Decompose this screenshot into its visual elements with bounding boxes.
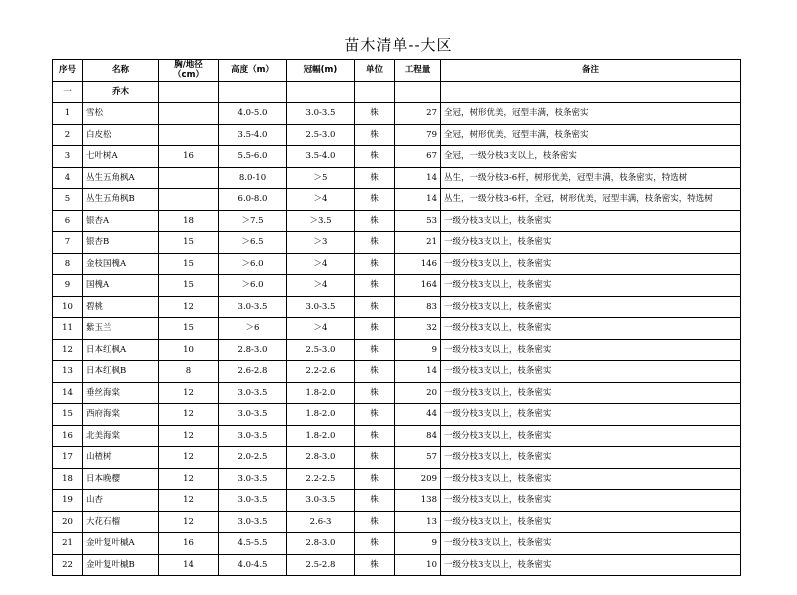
cell-unit: 株: [355, 511, 395, 533]
cell-qty: 209: [395, 468, 441, 490]
cell-no: 5: [53, 189, 83, 211]
cell-height: 3.0-3.5: [219, 296, 287, 318]
cell-dbh: 12: [159, 490, 219, 512]
cell-name: 银杏A: [83, 210, 159, 232]
header-dbh: 胸/地径（cm）: [159, 60, 219, 82]
cell-qty: 53: [395, 210, 441, 232]
cell-no: 10: [53, 296, 83, 318]
cell-dbh: 18: [159, 210, 219, 232]
cell-height: 3.0-3.5: [219, 425, 287, 447]
cell-qty: 9: [395, 533, 441, 555]
cell-note: 一级分枝3支以上，枝条密实: [441, 382, 741, 404]
cell-note: 丛生，一级分枝3-6杆，全冠，树形优美，冠型丰满，枝条密实，特选树: [441, 189, 741, 211]
cell-unit: 株: [355, 554, 395, 576]
cell-unit: 株: [355, 404, 395, 426]
table-row: [53, 361, 741, 383]
cell-dbh: [159, 103, 219, 125]
cell-height: ＞6.5: [219, 232, 287, 254]
cell-no: 8: [53, 253, 83, 275]
table-row: [53, 339, 741, 361]
cell-dbh: 10: [159, 339, 219, 361]
cell-qty: 21: [395, 232, 441, 254]
cell-dbh: 12: [159, 425, 219, 447]
cell-no: 18: [53, 468, 83, 490]
cell-note: 一级分枝3支以上，枝条密实: [441, 318, 741, 340]
cell-dbh: 16: [159, 533, 219, 555]
cell-dbh: [159, 124, 219, 146]
cell-note: 一级分枝3支以上，枝条密实: [441, 361, 741, 383]
cell-no: 15: [53, 404, 83, 426]
cell-name: 垂丝海棠: [83, 382, 159, 404]
cell-unit: 株: [355, 296, 395, 318]
cell-unit: 株: [355, 167, 395, 189]
cell-no: 4: [53, 167, 83, 189]
cell-note: 一级分枝3支以上，枝条密实: [441, 296, 741, 318]
cell-crown: 2.5-2.8: [287, 554, 355, 576]
cell-dbh: [159, 167, 219, 189]
cell-name: 日本红枫B: [83, 361, 159, 383]
table-row: [53, 554, 741, 576]
cell-name: 山楂树: [83, 447, 159, 469]
cell-dbh: 16: [159, 146, 219, 168]
cell-note: 一级分枝3支以上，枝条密实: [441, 404, 741, 426]
cell-dbh: 15: [159, 232, 219, 254]
cell-no: 1: [53, 103, 83, 125]
cell-height: 4.0-5.0: [219, 103, 287, 125]
cell-height: 8.0-10: [219, 167, 287, 189]
cell-qty: 67: [395, 146, 441, 168]
cell-unit: 株: [355, 318, 395, 340]
cell-crown: 2.5-3.0: [287, 339, 355, 361]
cell-name: 七叶树A: [83, 146, 159, 168]
cell-unit: 株: [355, 210, 395, 232]
cell-height: 6.0-8.0: [219, 189, 287, 211]
cell-name: 金叶复叶槭A: [83, 533, 159, 555]
cell-unit: 株: [355, 361, 395, 383]
cell-height: 4.5-5.5: [219, 533, 287, 555]
cell-qty: 14: [395, 167, 441, 189]
header-crown: 冠幅(m): [287, 60, 355, 82]
cell-no: 20: [53, 511, 83, 533]
cell-crown: ＞4: [287, 275, 355, 297]
cell-height: 3.0-3.5: [219, 404, 287, 426]
cell-qty: 13: [395, 511, 441, 533]
cell-no: 7: [53, 232, 83, 254]
cell-qty: 138: [395, 490, 441, 512]
category-row: [53, 81, 741, 103]
cell-crown: 1.8-2.0: [287, 382, 355, 404]
cell-name: 银杏B: [83, 232, 159, 254]
table-row: [53, 318, 741, 340]
cell-no: 19: [53, 490, 83, 512]
cell-name: 国槐A: [83, 275, 159, 297]
table-row: [53, 425, 741, 447]
cell-crown: 2.8-3.0: [287, 447, 355, 469]
cell-crown: ＞3.5: [287, 210, 355, 232]
cell-note: 一级分枝3支以上，枝条密实: [441, 425, 741, 447]
empty-cell: [355, 81, 395, 103]
cell-qty: 9: [395, 339, 441, 361]
cell-note: 一级分枝3支以上，枝条密实: [441, 210, 741, 232]
cell-unit: 株: [355, 533, 395, 555]
page-title: 苗木清单--大区: [344, 36, 453, 54]
cell-no: 13: [53, 361, 83, 383]
table-row: [53, 210, 741, 232]
table-row: [53, 275, 741, 297]
header-unit: 单位: [355, 60, 395, 82]
cell-qty: 57: [395, 447, 441, 469]
cell-height: 2.6-2.8: [219, 361, 287, 383]
table-row: [53, 404, 741, 426]
cell-no: 2: [53, 124, 83, 146]
cell-name: 白皮松: [83, 124, 159, 146]
cell-note: 一级分枝3支以上，枝条密实: [441, 511, 741, 533]
cell-crown: ＞4: [287, 189, 355, 211]
cell-height: 5.5-6.0: [219, 146, 287, 168]
cell-note: 一级分枝3支以上，枝条密实: [441, 339, 741, 361]
cell-no: 22: [53, 554, 83, 576]
cell-note: 一级分枝3支以上，枝条密实: [441, 468, 741, 490]
table-row: [53, 511, 741, 533]
cell-crown: ＞3: [287, 232, 355, 254]
cell-qty: 14: [395, 361, 441, 383]
cell-no: 11: [53, 318, 83, 340]
cell-no: 6: [53, 210, 83, 232]
cell-unit: 株: [355, 124, 395, 146]
cell-qty: 20: [395, 382, 441, 404]
cell-height: 2.0-2.5: [219, 447, 287, 469]
cell-crown: 2.2-2.6: [287, 361, 355, 383]
cell-no: 3: [53, 146, 83, 168]
empty-cell: [395, 81, 441, 103]
cell-height: ＞6.0: [219, 275, 287, 297]
cell-name: 金枝国槐A: [83, 253, 159, 275]
cell-height: ＞6: [219, 318, 287, 340]
cell-unit: 株: [355, 146, 395, 168]
cell-qty: 79: [395, 124, 441, 146]
cell-height: 2.8-3.0: [219, 339, 287, 361]
cell-crown: ＞4: [287, 253, 355, 275]
cell-unit: 株: [355, 189, 395, 211]
cell-unit: 株: [355, 103, 395, 125]
cell-crown: 2.8-3.0: [287, 533, 355, 555]
cell-crown: 2.5-3.0: [287, 124, 355, 146]
category-name: 乔木: [83, 81, 159, 103]
cell-crown: 2.2-2.5: [287, 468, 355, 490]
table-row: [53, 124, 741, 146]
cell-dbh: 8: [159, 361, 219, 383]
cell-dbh: 12: [159, 404, 219, 426]
table-row: [53, 253, 741, 275]
cell-crown: 3.5-4.0: [287, 146, 355, 168]
cell-dbh: 12: [159, 296, 219, 318]
cell-crown: ＞4: [287, 318, 355, 340]
cell-height: 3.0-3.5: [219, 468, 287, 490]
table-row: [53, 103, 741, 125]
cell-qty: 44: [395, 404, 441, 426]
cell-height: ＞6.0: [219, 253, 287, 275]
cell-height: 3.5-4.0: [219, 124, 287, 146]
cell-no: 9: [53, 275, 83, 297]
header-no: 序号: [53, 60, 83, 82]
cell-qty: 14: [395, 189, 441, 211]
table-row: [53, 296, 741, 318]
cell-name: 碧桃: [83, 296, 159, 318]
cell-unit: 株: [355, 468, 395, 490]
cell-unit: 株: [355, 490, 395, 512]
cell-name: 丛生五角枫A: [83, 167, 159, 189]
cell-crown: 1.8-2.0: [287, 404, 355, 426]
cell-note: 一级分枝3支以上，枝条密实: [441, 554, 741, 576]
cell-qty: 32: [395, 318, 441, 340]
table-row: [53, 232, 741, 254]
cell-dbh: 12: [159, 511, 219, 533]
cell-note: 一级分枝3支以上，枝条密实: [441, 533, 741, 555]
empty-cell: [219, 81, 287, 103]
cell-crown: 3.0-3.5: [287, 103, 355, 125]
cell-name: 西府海棠: [83, 404, 159, 426]
category-no: 一: [53, 81, 83, 103]
cell-name: 大花石榴: [83, 511, 159, 533]
table-row: [53, 447, 741, 469]
cell-height: 4.0-4.5: [219, 554, 287, 576]
cell-height: 3.0-3.5: [219, 511, 287, 533]
header-note: 备注: [441, 60, 741, 82]
cell-note: 丛生，一级分枝3-6杆，树形优美，冠型丰满，枝条密实，特选树: [441, 167, 741, 189]
table-row: [53, 382, 741, 404]
cell-name: 山杏: [83, 490, 159, 512]
cell-dbh: 12: [159, 447, 219, 469]
header-row: [53, 60, 741, 82]
cell-dbh: [159, 189, 219, 211]
cell-crown: 2.6-3: [287, 511, 355, 533]
cell-no: 16: [53, 425, 83, 447]
cell-note: 一级分枝3支以上，枝条密实: [441, 275, 741, 297]
cell-dbh: 15: [159, 318, 219, 340]
cell-dbh: 15: [159, 253, 219, 275]
cell-height: 3.0-3.5: [219, 382, 287, 404]
cell-note: 全冠，树形优美，冠型丰满，枝条密实: [441, 124, 741, 146]
cell-dbh: 12: [159, 382, 219, 404]
cell-name: 金叶复叶槭B: [83, 554, 159, 576]
cell-name: 日本晚樱: [83, 468, 159, 490]
cell-no: 17: [53, 447, 83, 469]
table-row: [53, 533, 741, 555]
cell-unit: 株: [355, 275, 395, 297]
cell-note: 全冠，一级分枝3支以上，枝条密实: [441, 146, 741, 168]
cell-unit: 株: [355, 253, 395, 275]
cell-qty: 84: [395, 425, 441, 447]
cell-note: 一级分枝3支以上，枝条密实: [441, 490, 741, 512]
cell-name: 丛生五角枫B: [83, 189, 159, 211]
cell-no: 14: [53, 382, 83, 404]
cell-unit: 株: [355, 425, 395, 447]
cell-dbh: 14: [159, 554, 219, 576]
table-row: [53, 189, 741, 211]
cell-name: 日本红枫A: [83, 339, 159, 361]
cell-qty: 146: [395, 253, 441, 275]
cell-unit: 株: [355, 232, 395, 254]
cell-note: 一级分枝3支以上，枝条密实: [441, 232, 741, 254]
cell-no: 12: [53, 339, 83, 361]
empty-cell: [441, 81, 741, 103]
empty-cell: [159, 81, 219, 103]
cell-note: 全冠，树形优美，冠型丰满，枝条密实: [441, 103, 741, 125]
cell-qty: 27: [395, 103, 441, 125]
table-row: [53, 468, 741, 490]
header-height: 高度（m）: [219, 60, 287, 82]
cell-height: ＞7.5: [219, 210, 287, 232]
header-name: 名称: [83, 60, 159, 82]
table-row: [53, 146, 741, 168]
cell-note: 一级分枝3支以上，枝条密实: [441, 447, 741, 469]
cell-crown: 3.0-3.5: [287, 490, 355, 512]
cell-note: 一级分枝3支以上，枝条密实: [441, 253, 741, 275]
cell-unit: 株: [355, 382, 395, 404]
header-qty: 工程量: [395, 60, 441, 82]
cell-no: 21: [53, 533, 83, 555]
cell-unit: 株: [355, 339, 395, 361]
cell-crown: ＞5: [287, 167, 355, 189]
cell-name: 北美海棠: [83, 425, 159, 447]
cell-qty: 10: [395, 554, 441, 576]
cell-dbh: 15: [159, 275, 219, 297]
empty-cell: [287, 81, 355, 103]
cell-crown: 1.8-2.0: [287, 425, 355, 447]
nursery-stock-table: [52, 59, 741, 576]
cell-height: 3.0-3.5: [219, 490, 287, 512]
cell-name: 紫玉兰: [83, 318, 159, 340]
cell-unit: 株: [355, 447, 395, 469]
cell-dbh: 12: [159, 468, 219, 490]
table-row: [53, 167, 741, 189]
cell-qty: 83: [395, 296, 441, 318]
cell-qty: 164: [395, 275, 441, 297]
cell-crown: 3.0-3.5: [287, 296, 355, 318]
table-row: [53, 490, 741, 512]
cell-name: 雪松: [83, 103, 159, 125]
